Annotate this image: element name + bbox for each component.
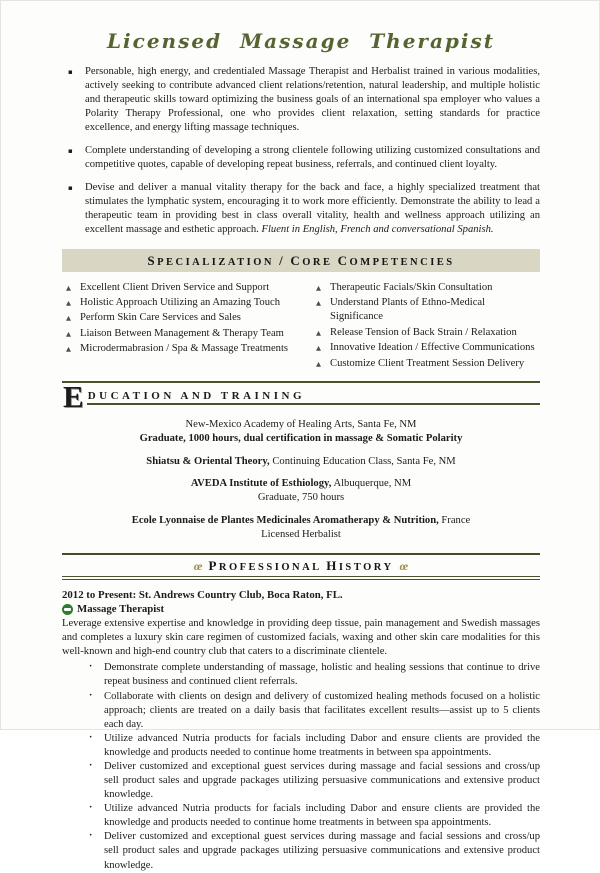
triangle-bullet-icon: ▲ <box>316 344 321 353</box>
summary-text <box>85 181 540 237</box>
competency-label: Holistic Approach Utilizing an Amazing Touch <box>80 297 281 309</box>
list-item <box>66 327 316 341</box>
list-item <box>62 65 540 135</box>
competency-label: Excellent Client Driven Service and Support <box>80 281 270 293</box>
education-entry <box>62 477 540 506</box>
job-block <box>62 589 540 872</box>
education-school: Ecole Lyonnaise de Plantes Medicinales Aromatherapy & Nutrition, <box>131 514 439 526</box>
ornament-icon: œ <box>193 559 203 574</box>
job-bullet-text: Collaborate with clients on design and delivery of customized healing methods focused on a holistic approach; clients are treated on a daily basis that facilitates excellent results—assist up to 5 clients each day. <box>104 690 540 730</box>
list-item <box>62 144 540 172</box>
competency-label: Therapeutic Facials/Skin Consultation <box>330 281 493 293</box>
competency-label: Perform Skin Care Services and Sales <box>80 312 241 324</box>
education-school: New-Mexico Academy of Healing Arts, Santa Fe, NM <box>185 419 417 431</box>
education-entries <box>62 418 540 542</box>
competencies-left-column <box>66 281 316 372</box>
list-item <box>62 760 540 802</box>
education-detail: France <box>438 514 471 526</box>
page-title: Licensed Massage Therapist <box>106 29 495 53</box>
history-header-text: PROFESSIONAL HISTORY <box>208 558 394 574</box>
education-school: AVEDA Institute of Esthiology, <box>190 477 332 489</box>
job-bullet-text: Deliver customized and exceptional guest services during massage and facial sessions and cross/up sell product sales and upgrade packages utilizing persuasive communications and extensive product knowledge. <box>104 760 540 801</box>
job-title: Massage Therapist <box>77 603 165 616</box>
dot-bullet-icon: · <box>89 731 93 743</box>
list-item <box>316 357 540 371</box>
list-item <box>62 661 540 689</box>
triangle-bullet-icon: ▲ <box>66 283 71 292</box>
list-item <box>62 802 540 830</box>
education-entry <box>62 455 540 469</box>
triangle-bullet-icon: ▲ <box>66 345 71 354</box>
list-item <box>62 732 540 760</box>
list-item <box>316 281 540 295</box>
list-item <box>66 281 316 295</box>
job-summary: Leverage extensive expertise and knowledge in providing deep tissue, pain management and Swedish massages and completes a luxury skin care regimen of customized facials, waxing and other skin care modalities for this well-known and high-end country club that caters to a discriminate clientele. <box>62 618 540 658</box>
section-header-education-label: DUCATION AND TRAINING <box>87 383 540 405</box>
list-item <box>66 342 316 356</box>
summary-text: Complete understanding of developing a strong clientele following utilizing customized consultations and competitive quotes, capable of developing repeat business, referrals, and continued client loyalty. <box>85 144 540 170</box>
job-bullet-text: Deliver customized and exceptional guest services during massage and facial sessions and cross/up sell product sales and upgrade packages utilizing persuasive communications and extensive product knowledge. <box>104 831 540 871</box>
summary-text-italic: Fluent in English, French and conversational Spanish. <box>261 223 494 235</box>
competency-label: Microdermabrasion / Spa & Massage Treatments <box>80 343 289 355</box>
job-heading: 2012 to Present: St. Andrews Country Club, Boca Raton, FL. <box>62 589 343 602</box>
competency-label: Understand Plants of Ethno-Medical Significance <box>330 297 486 323</box>
dot-bullet-icon: · <box>89 759 93 771</box>
competencies-right-column <box>316 281 540 372</box>
list-item <box>66 311 316 325</box>
double-divider <box>62 576 540 580</box>
job-bullet-text: Demonstrate complete understanding of massage, holistic and healing sessions that continue to drive repeat business and continued client referrals. <box>104 662 540 688</box>
triangle-bullet-icon: ▲ <box>316 328 321 337</box>
triangle-bullet-icon: ▲ <box>66 299 71 308</box>
dot-bullet-icon: · <box>89 802 93 814</box>
square-bullet-icon: ▪ <box>68 68 73 76</box>
list-item <box>316 296 540 325</box>
job-bullets <box>62 661 540 872</box>
competency-label: Liaison Between Management & Therapy Team <box>80 327 284 339</box>
job-bullet-text: Utilize advanced Nutria products for facials including Dabor and ensure clients are provided the knowledge and products needed to continue home treatments in between spa appointments. <box>104 803 540 829</box>
section-header-history <box>62 553 540 580</box>
education-detail: Albuquerque, NM <box>331 477 412 489</box>
job-bullet-text: Utilize advanced Nutria products for facials including Dabor and ensure clients are provided the knowledge and products needed to continue home treatments in between spa appointments. <box>104 732 540 758</box>
competency-label: Release Tension of Back Strain / Relaxation <box>330 326 517 338</box>
list-item <box>62 830 540 872</box>
summary-section <box>62 65 540 237</box>
education-detail: Continuing Education Class, Santa Fe, NM <box>269 455 456 467</box>
list-item <box>66 296 316 310</box>
dropcap-letter: E <box>63 379 84 415</box>
triangle-bullet-icon: ▲ <box>66 314 71 323</box>
education-credential: Graduate, 750 hours <box>257 492 345 504</box>
list-item <box>316 341 540 355</box>
job-title-row <box>62 603 540 615</box>
education-school: Shiatsu & Oriental Theory, <box>146 455 270 467</box>
section-header-competencies: SPECIALIZATION / CORE COMPETENCIES <box>62 249 540 272</box>
education-entry <box>62 418 540 447</box>
list-item <box>62 690 540 732</box>
green-circle-icon <box>62 604 73 615</box>
section-header-education <box>62 379 540 415</box>
dot-bullet-icon: · <box>89 830 93 842</box>
ornament-icon: œ <box>399 559 409 574</box>
section-header-history-label <box>62 555 540 576</box>
summary-text: Personable, high energy, and credentialed Massage Therapist and Herbalist trained in various modalities, actively seeking to contribute advanced client relations/retention, natural leadership, and multiple holistic and therapeutic skills toward optimizing the business goals of an international spa employer who values a Polarity Therapy Professional, one who provides client relaxation, setting standards for practice excellence, and energy lifting massage techniques. <box>85 66 540 133</box>
competency-label: Innovative Ideation / Effective Communications <box>330 342 535 354</box>
education-entry <box>62 514 540 543</box>
triangle-bullet-icon: ▲ <box>316 299 321 308</box>
dot-bullet-icon: · <box>89 661 93 673</box>
list-item <box>316 326 540 340</box>
list-item <box>62 181 540 237</box>
square-bullet-icon: ▪ <box>68 183 73 192</box>
education-section <box>62 381 540 542</box>
triangle-bullet-icon: ▲ <box>66 329 71 338</box>
triangle-bullet-icon: ▲ <box>316 283 321 292</box>
square-bullet-icon: ▪ <box>68 146 73 155</box>
dot-bullet-icon: · <box>89 689 93 701</box>
education-credential: Licensed Herbalist <box>261 528 341 540</box>
competency-label: Customize Client Treatment Session Delivery <box>330 357 525 369</box>
competencies-columns <box>62 281 540 372</box>
summary-text-main: Devise and deliver a manual vitality therapy for the back and face, a highly specialized treatment that stimulates the lymphatic system, encouraging it to work more efficiently. Demonstrate the ability to lead a therapeutic team in providing best in class overall vitality, health and wellness approach utilizing an excellent massage and esthetic approach. <box>85 181 540 235</box>
triangle-bullet-icon: ▲ <box>316 359 321 368</box>
education-credential: Graduate, 1000 hours, dual certification in massage & Somatic Polarity <box>139 433 463 445</box>
